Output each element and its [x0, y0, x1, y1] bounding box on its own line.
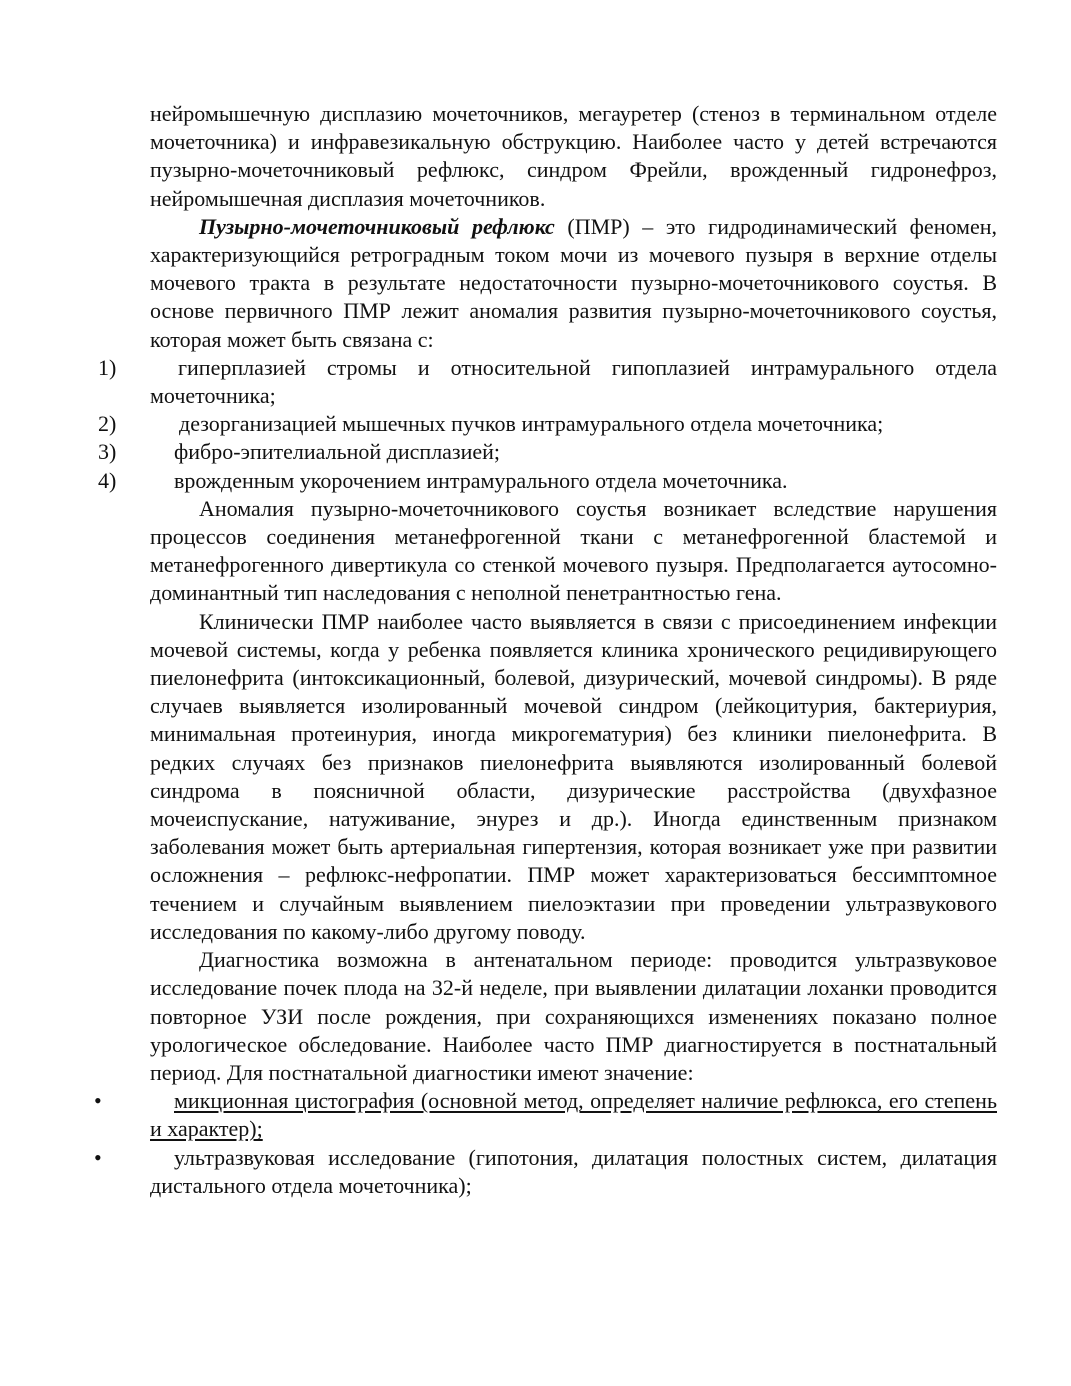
bullet-list-item	[94, 1144, 997, 1200]
paragraph-clinical-text: Клинически ПМР наиболее часто выявляется в связи с присоединением инфекции мочевой системы, когда у ребенка появляется клиника хронического рецидивирующего пиелонефрита (интоксикационный, болевой, дизурический, мочевой синдромы). В ряде случаев выявляется изолированный мочевой синдром (лейкоцитурия, бактериурия, минимальная протеинурия, иногда микрогематурия) без клиники пиелонефрита. В редких случаях без признаков пиелонефрита выявляются изолированный болевой синдрома в поясничной области, дизурические расстройства (двухфазное мочеиспускание, натуживание, энурез и др.). Иногда единственным признаком заболевания может быть артериальная гипертензия, которая возникает уже при развитии осложнения – рефлюкс-нефропатии. ПМР может характеризоваться бессимптомное течением и случайным выявлением пиелоэктазии при проведении ультразвукового исследования по какому-либо другому поводу.	[150, 608, 997, 944]
list-number: 2)	[98, 411, 117, 437]
paragraph-pmr-definition	[150, 213, 997, 354]
list-item-text: микционная цистография (основной метод, определяет наличие рефлюкса, его степень и характер);	[150, 1088, 997, 1142]
document-text-column	[94, 100, 998, 1200]
list-number: 4)	[98, 467, 117, 493]
list-number: 3)	[98, 439, 117, 465]
list-number: 1)	[98, 354, 117, 380]
bullet-list	[94, 1087, 997, 1200]
list-item-text: врожденным укорочением интрамурального отдела мочеточника.	[174, 467, 788, 493]
paragraph-diagnostics	[150, 946, 997, 1087]
numbered-list-item	[98, 354, 997, 410]
list-item-text: дезорганизацией мышечных пучков интрамурального отдела мочеточника;	[179, 411, 884, 437]
numbered-list-item	[98, 410, 997, 438]
paragraph-anomaly	[150, 495, 997, 608]
numbered-list-item	[98, 467, 997, 495]
paragraph-intro-text: нейромышечную дисплазию мочеточников, мегауретер (стеноз в терминальном отделе мочеточника) и инфравезикальную обструкцию. Наиболее часто у детей встречаются пузырно-мочеточниковый рефлюкс, синдром Фрейли, врожденный гидронефроз, нейромышечная дисплазия мочеточников.	[150, 101, 997, 211]
paragraph-intro	[150, 100, 997, 213]
bullet-marker: •	[94, 1088, 102, 1114]
pmr-term: Пузырно-мочеточниковый рефлюкс	[199, 213, 555, 239]
numbered-list	[98, 354, 997, 495]
paragraph-diagnostics-text: Диагностика возможна в антенатальном периоде: проводится ультразвуковое исследование почек плода на 32-й неделе, при выявлении дилатации лоханки проводится повторное УЗИ после рождения, при сохраняющихся изменениях показано полное урологическое обследование. Наиболее часто ПМР диагностируется в постнатальный период. Для постнатальной диагностики имеют значение:	[150, 947, 997, 1085]
list-item-text: гиперплазией стромы и относительной гипоплазией интрамурального отдела мочеточника;	[150, 354, 997, 409]
list-item-text: ультразвуковая исследование (гипотония, дилатация полостных систем, дилатация дистального отдела мочеточника);	[150, 1144, 997, 1198]
numbered-list-item	[98, 438, 997, 466]
bullet-list-item	[94, 1087, 997, 1143]
paragraph-anomaly-text: Аномалия пузырно-мочеточникового соустья возникает вследствие нарушения процессов соединения метанефрогенной ткани с метанефрогенной бластемой и метанефрогенного дивертикула со стенкой мочевого пузыря. Предполагается аутосомно-доминантный тип наследования с неполной пенетрантностью гена.	[150, 495, 997, 606]
list-item-text: фибро-эпителиальной дисплазией;	[174, 439, 501, 465]
pmr-definition-text: (ПМР) – это гидродинамический феномен, характеризующийся ретроградным током мочи из мочевого пузыря в верхние отделы мочевого тракта в результате недостаточности пузырно-мочеточникового соустья. В основе первичного ПМР лежит аномалия развития пузырно-мочеточникового соустья, которая может быть связана с:	[150, 213, 998, 352]
paragraph-clinical	[150, 608, 997, 946]
bullet-marker: •	[94, 1144, 102, 1170]
